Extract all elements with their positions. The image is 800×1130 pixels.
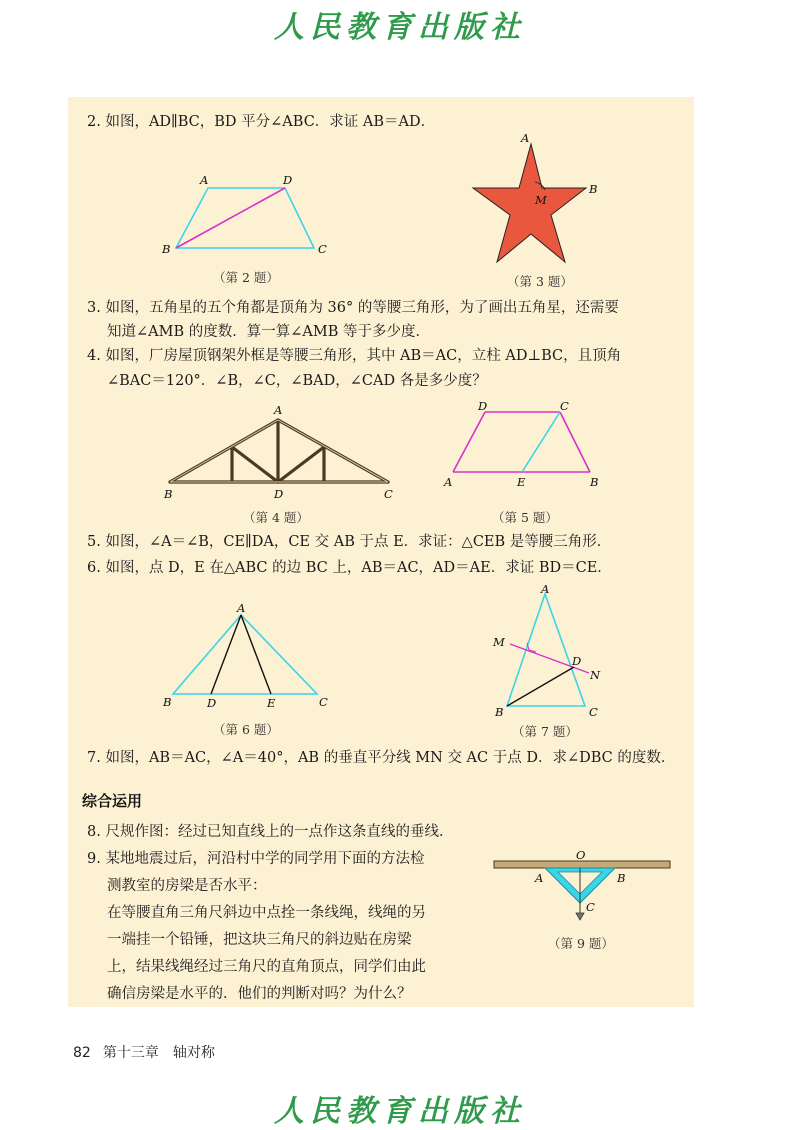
- fig6-label-b: B: [163, 695, 172, 709]
- fig4-label-d: D: [274, 487, 284, 501]
- caption-fig-4: （第 4 题）: [243, 510, 309, 525]
- problem-9-line-3: 在等腰直角三角尺斜边中点拴一条线绳，线绳的另: [107, 905, 426, 921]
- fig2-label-b: B: [162, 242, 171, 256]
- problem-5: 5. 如图，∠A＝∠B，CE∥DA，CE 交 AB 于点 E．求证：△CEB 是等腰三角形．: [87, 534, 612, 550]
- caption-fig-3: （第 3 题）: [507, 274, 573, 289]
- problem-2: 2. 如图，AD∥BC，BD 平分∠ABC．求证 AB＝AD．: [87, 114, 436, 130]
- problem-6: 6. 如图，点 D，E 在△ABC 的边 BC 上，AB＝AC，AD＝AE．求证 BD＝CE．: [87, 560, 612, 576]
- fig7-label-d: D: [572, 654, 582, 668]
- page-footer: [73, 1042, 215, 1062]
- problem-9-line-4: 一端挂一个铅锤，把这块三角尺的斜边贴在房梁: [107, 932, 412, 948]
- problem-9-line-2: 测教室的房梁是否水平：: [107, 878, 267, 894]
- chapter-title: 第十三章 轴对称: [102, 1045, 215, 1061]
- figure-2: [150, 170, 340, 265]
- caption-fig-7: （第 7 题）: [512, 724, 578, 739]
- fig9-label-b: B: [617, 871, 626, 885]
- problem-3-line-2: 知道∠AMB 的度数．算一算∠AMB 等于多少度．: [107, 324, 430, 340]
- fig9-label-c: C: [586, 900, 595, 914]
- fig2-label-c: C: [318, 242, 327, 256]
- problem-8: 8. 尺规作图：经过已知直线上的一点作这条直线的垂线．: [87, 824, 454, 840]
- fig7-label-a: A: [541, 582, 550, 596]
- fig7-label-c: C: [589, 705, 598, 719]
- problem-9-line-6: 确信房梁是水平的．他们的判断对吗？为什么？: [107, 986, 412, 1002]
- fig4-label-b: B: [164, 487, 173, 501]
- fig4-label-a: A: [274, 403, 283, 417]
- fig9-label-o: O: [576, 848, 586, 862]
- fig6-label-e: E: [267, 696, 276, 710]
- problem-3-line-1: 3. 如图，五角星的五个角都是顶角为 36° 的等腰三角形，为了画出五角星，还需要: [87, 300, 619, 316]
- fig5-label-b: B: [590, 475, 599, 489]
- fig9-label-a: A: [535, 871, 544, 885]
- fig6-label-a: A: [237, 601, 246, 615]
- page-number: 82: [73, 1045, 91, 1061]
- figure-3: [455, 130, 615, 270]
- problem-7: 7. 如图，AB＝AC，∠A＝40°，AB 的垂直平分线 MN 交 AC 于点 D．求∠DBC 的度数．: [87, 750, 676, 766]
- section-heading: 综合运用: [82, 792, 143, 810]
- figure-9: [490, 848, 675, 928]
- figure-6: [155, 600, 340, 715]
- fig5-label-a: A: [444, 475, 453, 489]
- figure-5: [440, 400, 610, 495]
- caption-fig-9: （第 9 题）: [548, 936, 614, 951]
- fig7-label-n: N: [590, 668, 601, 682]
- publisher-logo-bottom: 人民教育出版社: [274, 1094, 526, 1129]
- fig5-label-c: C: [560, 400, 569, 413]
- fig5-label-d: D: [478, 400, 488, 413]
- problem-9-line-5: 上，结果线绳经过三角尺的直角顶点，同学们由此: [107, 959, 426, 975]
- fig3-label-b: B: [589, 182, 598, 196]
- fig4-label-c: C: [384, 487, 393, 501]
- caption-fig-6: （第 6 题）: [213, 722, 279, 737]
- fig6-label-d: D: [207, 696, 217, 710]
- fig6-label-c: C: [319, 695, 328, 709]
- figure-7: [485, 580, 615, 720]
- publisher-logo-top: 人民教育出版社: [274, 10, 526, 45]
- fig3-label-a: A: [521, 131, 530, 145]
- fig7-label-m: M: [493, 635, 505, 649]
- fig3-label-m: M: [535, 193, 547, 207]
- problem-9-line-1: 9. 某地地震过后，河沿村中学的同学用下面的方法检: [87, 851, 425, 867]
- fig2-label-d: D: [283, 173, 293, 187]
- fig5-label-e: E: [517, 475, 526, 489]
- problem-4-line-2: ∠BAC＝120°．∠B，∠C，∠BAD，∠CAD 各是多少度？: [107, 373, 487, 389]
- problem-4-line-1: 4. 如图，厂房屋顶钢架外框是等腰三角形，其中 AB＝AC，立柱 AD⊥BC，且顶角: [87, 348, 622, 364]
- figure-4: [160, 402, 400, 504]
- caption-fig-5: （第 5 题）: [492, 510, 558, 525]
- caption-fig-2: （第 2 题）: [213, 270, 279, 285]
- fig7-label-b: B: [495, 705, 504, 719]
- fig2-label-a: A: [200, 173, 209, 187]
